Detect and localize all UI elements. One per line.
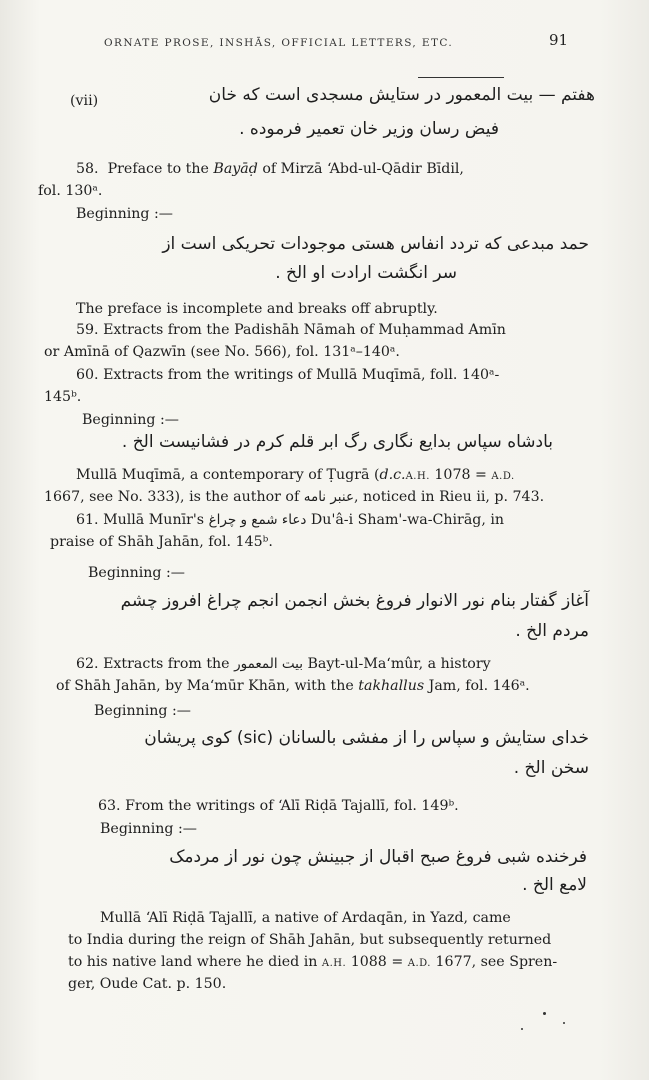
entry62-persian-title: بیت المعمور xyxy=(234,656,303,672)
entry62-text-c: of Shāh Jahān, by Maʻmūr Khān, with the xyxy=(56,678,359,694)
entry58-persian-line1: حمد مبدعی که تردد انفاس هستی موجودات تحریکی است از xyxy=(162,234,589,254)
entry62-text-b: Bayt-ul-Maʻmûr, a history xyxy=(302,656,491,672)
entry60-note1-ah: A.H. xyxy=(405,471,430,482)
entry63-persian-line2: لامع الخ . xyxy=(522,875,587,895)
entry60-note-line2 xyxy=(44,488,544,506)
entry58-text-a: Preface to the xyxy=(107,161,214,177)
ink-speck xyxy=(563,1022,565,1024)
entry63-note3-text-b: 1088 = xyxy=(346,954,408,970)
entry58-persian-line2: سر انگشت ارادت او الخ . xyxy=(275,263,457,283)
entry60-note1-ad: A.D. xyxy=(491,471,515,482)
ink-speck xyxy=(521,1028,523,1030)
entry60-note1-text-b: 1078 = xyxy=(429,467,492,483)
entry63-note3-text-c: 1677, see Spren- xyxy=(431,954,558,970)
entry63-note-line1: Mullā ʻAlī Riḍā Tajallī, a native of Ardaqān, in Yazd, came xyxy=(100,910,511,926)
entry63-note-line3 xyxy=(68,953,557,973)
entry63-note3-text-a: to his native land where he died in xyxy=(68,954,322,970)
entry60-note2-persian: عنبر نامه xyxy=(303,489,355,505)
entry62-persian-line2: سخن الخ . xyxy=(513,758,589,778)
entry62-persian-line1: خدای ستایش و سپاس را از مفشی بالسانان (sic) کوی پریشان xyxy=(144,728,589,748)
entry58-title: Bayāḍ xyxy=(213,161,258,177)
entry60-note1-text-a: Mullā Muqīmā, a contemporary of Ṭugrā ( xyxy=(76,467,380,483)
running-title: ORNATE PROSE, INSHĀS, OFFICIAL LETTERS, ETC. xyxy=(104,37,454,49)
entry60-persian-line: بادشاه سپاس بدایع نگاری رگ ابر قلم کرم در فشانیست الخ . xyxy=(121,432,553,452)
header-rule xyxy=(418,77,504,78)
entry61-text-b: Du'â-i Sham'-wa-Chirāg, in xyxy=(306,512,505,528)
entry61-beginning: Beginning :— xyxy=(88,565,185,581)
entry63-note3-ad: A.D. xyxy=(407,958,431,969)
entry61-text-a: 61. Mullā Munīr's xyxy=(76,512,209,528)
entry63-persian-line1: فرخنده شبی فروغ صبح اقبال از جبینش چون نور از مردمک xyxy=(169,847,587,867)
entry58-number: 58. xyxy=(76,161,99,177)
entry63-note3-ah: A.H. xyxy=(321,958,347,969)
entry61-persian-line2: مردم الخ . xyxy=(515,621,589,641)
entry61-line2: praise of Shāh Jahān, fol. 145ᵇ. xyxy=(50,534,273,550)
entry61-persian-line1: آغاز گفتار بنام نور الانوار فروغ بخش انجمن انجم چراغ افروز چشم xyxy=(120,591,589,611)
entry63-beginning: Beginning :— xyxy=(100,821,197,837)
entry60-note2-text-b: , noticed in Rieu ii, p. 743. xyxy=(354,489,545,505)
entry-vii-label: (vii) xyxy=(70,93,99,109)
entry58-beginning: Beginning :— xyxy=(76,206,173,222)
entry60-line2: 145ᵇ. xyxy=(44,389,82,405)
entry62-takhallus: takhallus xyxy=(358,678,425,694)
entry63-note-line2: to India during the reign of Shāh Jahān, but subsequently returned xyxy=(68,932,552,948)
entry63-note-line4: ger, Oude Cat. p. 150. xyxy=(68,976,227,992)
entry58-line1 xyxy=(76,160,464,178)
entry62-line1 xyxy=(76,655,491,673)
entry61-persian-title: دعاء شمع و چراغ xyxy=(208,512,307,528)
entry59-line2: or Amīnā of Qazwīn (see No. 566), fol. 131ᵃ–140ᵃ. xyxy=(44,344,400,360)
entry-vii-persian-line1: هفتم — بیت المعمور در ستایش مسجدی است که خان xyxy=(208,85,595,105)
entry60-line1: 60. Extracts from the writings of Mullā Muqīmā, foll. 140ᵃ- xyxy=(76,367,500,383)
entry62-line2 xyxy=(56,677,530,695)
entry60-note1-dc: d.c. xyxy=(379,467,406,483)
entry58-note: The preface is incomplete and breaks off abruptly. xyxy=(76,301,438,317)
entry58-text-b: of Mirzā ʻAbd-ul-Qādir Bīdil, xyxy=(257,161,464,177)
entry60-beginning: Beginning :— xyxy=(82,412,179,428)
entry59-line1: 59. Extracts from the Padishāh Nāmah of Muḥammad Amīn xyxy=(76,322,506,338)
entry60-note-line1 xyxy=(76,466,515,486)
entry60-note2-text-a: 1667, see No. 333), is the author of xyxy=(44,489,304,505)
entry-vii-persian-line2: فیض رسان وزیر خان تعمیر فرموده . xyxy=(239,119,499,139)
entry62-text-a: 62. Extracts from the xyxy=(76,656,235,672)
entry63-line1: 63. From the writings of ʻAlī Riḍā Tajallī, fol. 149ᵇ. xyxy=(98,798,459,814)
entry58-line2: fol. 130ᵃ. xyxy=(38,183,103,199)
entry62-text-d: Jam, fol. 146ᵃ. xyxy=(424,678,530,694)
entry62-beginning: Beginning :— xyxy=(94,703,191,719)
page-number: 91 xyxy=(549,31,569,49)
entry61-line1 xyxy=(76,511,504,529)
ink-speck xyxy=(543,1012,546,1015)
